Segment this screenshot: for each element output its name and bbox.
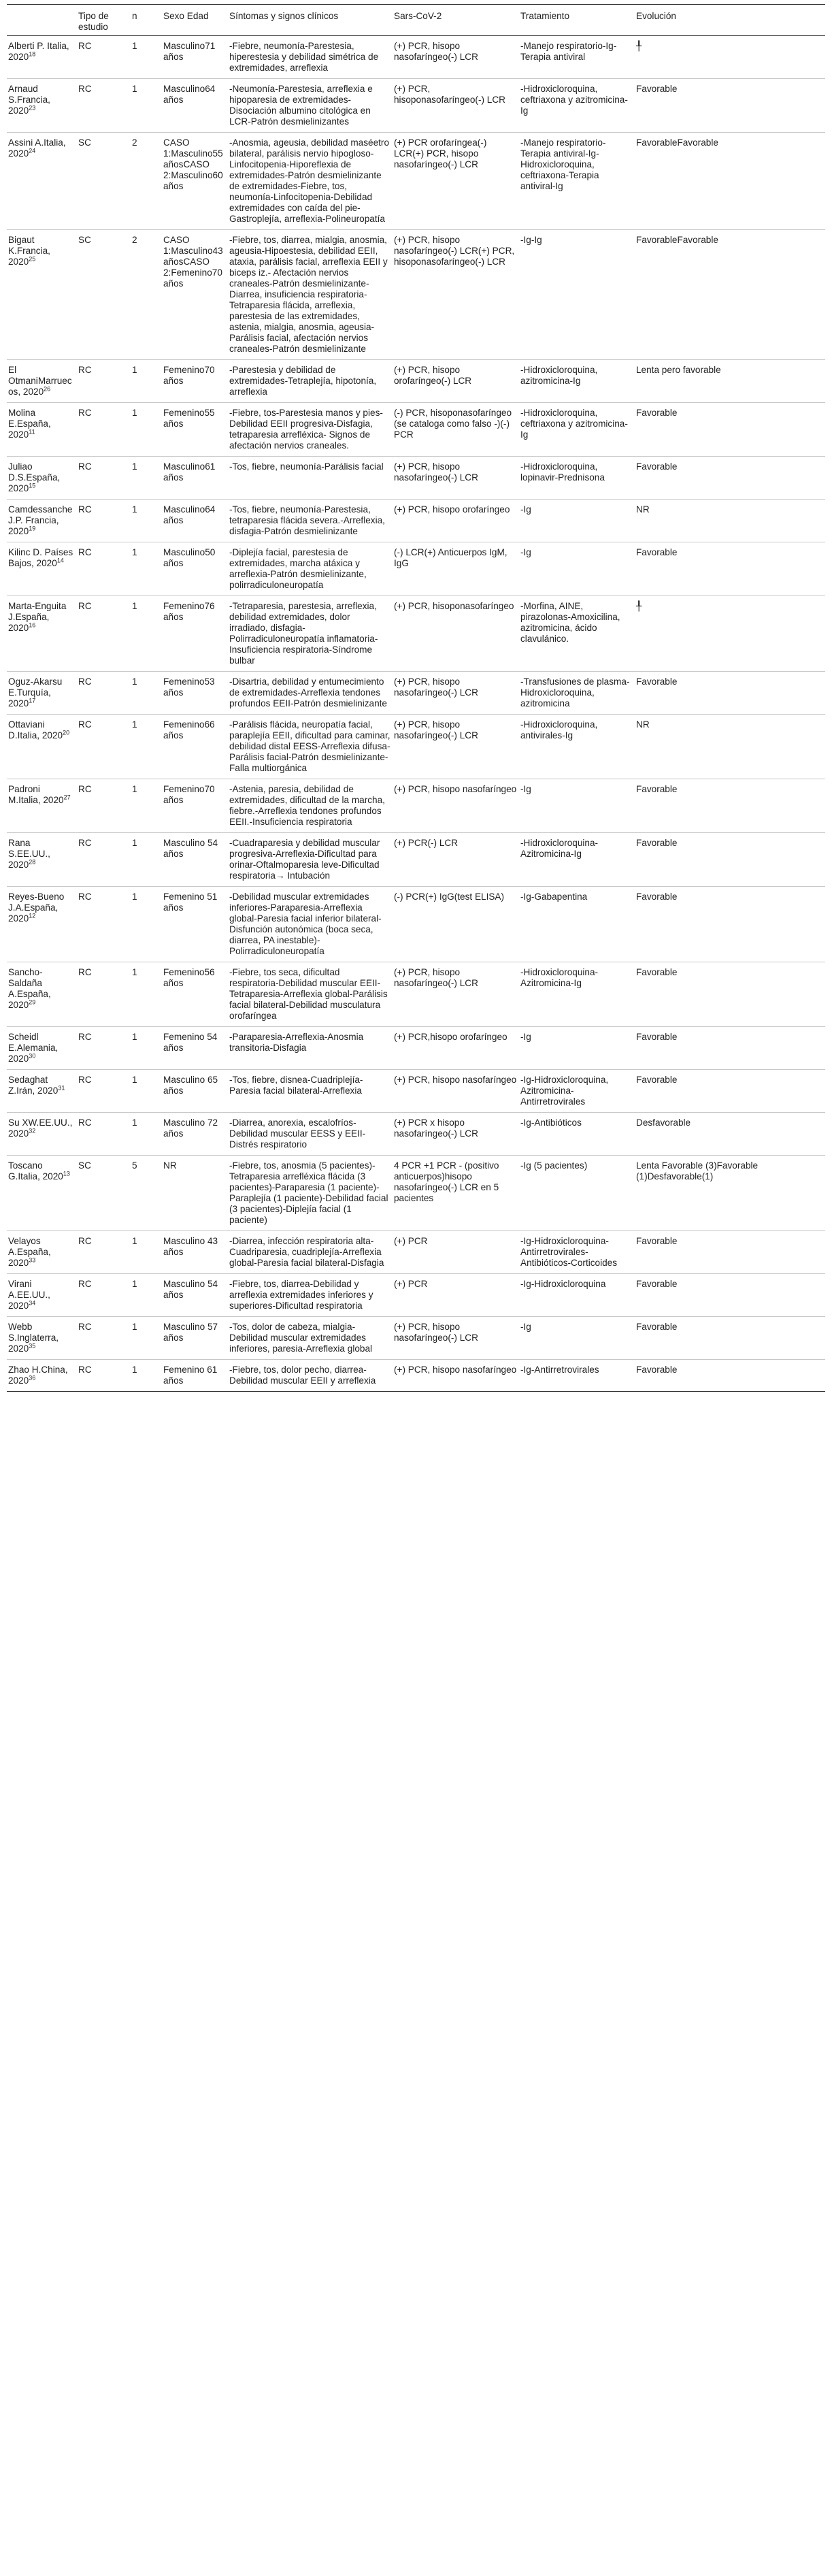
treatment-cell: -Ig-Ig	[520, 235, 542, 245]
reference-number: 28	[29, 858, 36, 866]
table-row	[7, 457, 825, 500]
table-row	[7, 500, 825, 542]
study-type-cell: RC	[78, 892, 92, 902]
case-report-table	[7, 4, 825, 1392]
reference-number: 27	[63, 794, 71, 801]
symptoms-cell: -Tos, dolor de cabeza, mialgia-Debilidad muscular extremidades inferiores, paresia-Arreflexia global	[229, 1322, 373, 1354]
author-text: Juliao D.S.España, 2020	[8, 461, 61, 493]
treatment-cell: -Ig	[520, 1032, 531, 1042]
symptoms-cell: -Tos, fiebre, disnea-Cuadriplejía-Paresia facial bilateral-Arreflexia	[229, 1075, 363, 1096]
study-type-cell: RC	[78, 601, 92, 611]
treatment-cell: -Hidroxicloroquina, azitromicina-Ig	[520, 365, 598, 386]
sex-age-cell: Femenino 61 años	[163, 1365, 218, 1386]
sex-age-cell: CASO 1:Masculino55 añosCASO 2:Masculino60 años	[163, 137, 223, 191]
author-text: Velayos A.España, 2020	[8, 1236, 51, 1268]
treatment-cell: -Manejo respiratorio-Terapia antiviral-Ig-Hidroxicloroquina, ceftriaxona-Terapia antiviral-Ig	[520, 137, 606, 191]
symptoms-cell: -Fiebre, tos, diarrea-Debilidad y arreflexia extremidades inferiores y superiores-Dificultad respiratoria	[229, 1279, 373, 1311]
symptoms-cell: -Fiebre, tos, anosmia (5 pacientes)-Tetraparesia arrefléxica flácida (3 pacientes)-Paraparesia (1 paciente)-Paraplejía (1 paciente)-Debilidad facial (3 pacientes)-Diplejía facial (1 paciente)	[229, 1160, 388, 1225]
reference-number: 36	[29, 1374, 36, 1382]
symptoms-cell: -Anosmia, ageusia, debilidad maséetro bilateral, parálisis nervio hipogloso-Linfocitopenia-Hiporeflexia de extremidades-Patrón desmielinizante de extremidades-Fiebre, tos, neumonía-Linfocitopenia-Debilidad extremidades con caída del pie-Gastroplejía, arreflexia-Polineuropatía	[229, 137, 390, 224]
treatment-cell: -Hidroxicloroquina, antivirales-Ig	[520, 719, 598, 740]
sars-cov2-cell: (+) PCR(-) LCR	[394, 838, 459, 848]
study-type-cell: RC	[78, 1279, 92, 1289]
evolution-cell: NR	[636, 504, 650, 515]
sars-cov2-cell: (-) LCR(+) Anticuerpos IgM, IgG	[394, 547, 507, 568]
evolution-cell: Favorable	[636, 547, 678, 557]
n-cell: 1	[132, 1279, 137, 1289]
reference-number: 35	[29, 1342, 36, 1350]
evolution-cell: Favorable	[636, 1075, 678, 1085]
symptoms-cell: -Fiebre, tos, dolor pecho, diarrea-Debilidad muscular EEII y arreflexia	[229, 1365, 376, 1386]
author-text: Sedaghat Z.Irán, 2020	[8, 1075, 59, 1096]
author-cell	[7, 1070, 77, 1113]
reference-number: 14	[56, 557, 64, 564]
reference-number: 16	[29, 621, 36, 629]
table-row	[7, 1027, 825, 1070]
author-cell	[7, 457, 77, 500]
n-cell: 1	[132, 1075, 137, 1085]
evolution-cell: Favorable	[636, 1032, 678, 1042]
author-text: Virani A.EE.UU., 2020	[8, 1279, 50, 1311]
table-row	[7, 36, 825, 79]
study-type-cell: RC	[78, 719, 92, 730]
sars-cov2-cell: (+) PCR orofaríngea(-) LCR(+) PCR, hisopo nasofaríngeo(-) LCR	[394, 137, 487, 169]
sex-age-cell: Femenino70 años	[163, 784, 215, 805]
symptoms-cell: -Diarrea, infección respiratoria alta-Cuadriparesia, cuadriplejía-Arreflexia global-Paresia facial bilateral-Disfagia	[229, 1236, 384, 1268]
author-cell	[7, 1027, 77, 1070]
evolution-cell: Lenta pero favorable	[636, 365, 721, 375]
sars-cov2-cell: (-) PCR(+) IgG(test ELISA)	[394, 892, 505, 902]
symptoms-cell: -Paraparesia-Arreflexia-Anosmia transitoria-Disfagia	[229, 1032, 364, 1053]
evolution-cell: Favorable	[636, 1365, 678, 1375]
author-text: Zhao H.China, 2020	[8, 1365, 68, 1386]
evolution-cell: Favorable	[636, 84, 678, 94]
study-type-cell: RC	[78, 408, 92, 418]
evolution-cell: ╀	[636, 41, 642, 51]
reference-number: 20	[63, 729, 70, 736]
evolution-cell: Favorable	[636, 1236, 678, 1246]
n-cell: 1	[132, 784, 137, 794]
author-cell	[7, 962, 77, 1027]
sex-age-cell: Masculino 72 años	[163, 1118, 218, 1139]
reference-number: 15	[29, 482, 36, 489]
sars-cov2-cell: (+) PCR, hisoponasofaríngeo	[394, 601, 514, 611]
sex-age-cell: Masculino 54 años	[163, 838, 218, 859]
author-cell	[7, 1231, 77, 1274]
author-text: Webb S.Inglaterra, 2020	[8, 1322, 59, 1354]
header-cell: Tratamiento	[519, 5, 635, 36]
study-type-cell: RC	[78, 838, 92, 848]
sex-age-cell: CASO 1:Masculino43 añosCASO 2:Femenino70 años	[163, 235, 223, 289]
reference-number: 12	[29, 912, 36, 919]
sars-cov2-cell: (+) PCR, hisoponasofaríngeo(-) LCR	[394, 84, 505, 105]
sex-age-cell: Femenino 51 años	[163, 892, 218, 913]
sars-cov2-cell: (+) PCR	[394, 1279, 428, 1289]
header-cell: Síntomas y signos clínicos	[228, 5, 393, 36]
n-cell: 1	[132, 676, 137, 687]
reference-number: 24	[29, 147, 36, 154]
evolution-cell: FavorableFavorable	[636, 235, 718, 245]
study-type-cell: RC	[78, 461, 92, 472]
reference-number: 29	[29, 998, 36, 1006]
symptoms-cell: -Debilidad muscular extremidades inferiores-Paraparesia-Arreflexia global-Paresia facial inferior bilateral-Disfunción autonómica (boca seca, diarrea, PA inestable)-Polirradiculoneuropatía	[229, 892, 382, 956]
author-cell	[7, 230, 77, 360]
treatment-cell: -Hidroxicloroquina, ceftriaxona y azitromicina- Ig	[520, 84, 628, 116]
sars-cov2-cell: (+) PCR,hisopo orofaríngeo	[394, 1032, 507, 1042]
symptoms-cell: -Neumonía-Parestesia, arreflexia e hipoparesia de extremidades-Disociación albumino citológica en LCR-Patrón desmielinizantes	[229, 84, 373, 127]
symptoms-cell: -Tos, fiebre, neumonía-Parálisis facial	[229, 461, 384, 472]
n-cell: 1	[132, 41, 137, 51]
study-type-cell: RC	[78, 676, 92, 687]
sex-age-cell: Femenino70 años	[163, 365, 215, 386]
symptoms-cell: -Diplejía facial, parestesia de extremidades, marcha atáxica y arreflexia-Patrón desmielinizante, polirradiculoneuropatía	[229, 547, 367, 590]
treatment-cell: -Transfusiones de plasma-Hidroxicloroquina, azitromicina	[520, 676, 630, 708]
author-cell	[7, 715, 77, 779]
header-cell: Evolución	[635, 5, 825, 36]
evolution-cell: Favorable	[636, 838, 678, 848]
symptoms-cell: -Parestesia y debilidad de extremidades-Tetraplejía, hipotonía, arreflexia	[229, 365, 377, 397]
treatment-cell: -Hidroxicloroquina, lopinavir-Prednisona	[520, 461, 605, 483]
table-row	[7, 962, 825, 1027]
sars-cov2-cell: (+) PCR, hisopo nasofaríngeo	[394, 1365, 517, 1375]
table-row	[7, 1231, 825, 1274]
author-text: Padroni M.Italia, 2020	[8, 784, 64, 805]
treatment-cell: -Ig	[520, 1322, 531, 1332]
evolution-cell: Favorable	[636, 892, 678, 902]
sars-cov2-cell: (+) PCR, hisopo nasofaríngeo(-) LCR	[394, 41, 478, 62]
sars-cov2-cell: (+) PCR, hisopo nasofaríngeo(-) LCR	[394, 719, 478, 740]
table-row	[7, 542, 825, 596]
sex-age-cell: Masculino64 años	[163, 84, 216, 105]
n-cell: 1	[132, 1236, 137, 1246]
table-row	[7, 1156, 825, 1231]
study-type-cell: RC	[78, 967, 92, 977]
n-cell: 1	[132, 1032, 137, 1042]
n-cell: 1	[132, 1118, 137, 1128]
n-cell: 1	[132, 1322, 137, 1332]
treatment-cell: -Morfina, AINE, pirazolonas-Amoxicilina, azitromicina, ácido clavulánico.	[520, 601, 620, 644]
sars-cov2-cell: (+) PCR, hisopo orofaríngeo(-) LCR	[394, 365, 472, 386]
evolution-cell: Favorable	[636, 408, 678, 418]
reference-number: 30	[29, 1052, 36, 1060]
sex-age-cell: Masculino 57 años	[163, 1322, 218, 1343]
sex-age-cell: Femenino53 años	[163, 676, 215, 698]
header-cell: Tipo de estudio	[77, 5, 131, 36]
table-row	[7, 230, 825, 360]
symptoms-cell: -Parálisis flácida, neuropatía facial, paraplejía EEII, dificultad para caminar, debilidad distal EESS-Arreflexia difusa-Parálisis facial-Patrón desmielinizante-Falla multiorgánica	[229, 719, 390, 773]
symptoms-cell: -Disartria, debilidad y entumecimiento de extremidades-Arreflexia tendones profundos EEII-Patrón desmielinizante	[229, 676, 387, 708]
author-cell	[7, 1317, 77, 1360]
author-text: Alberti P. Italia, 2020	[8, 41, 69, 62]
author-cell	[7, 779, 77, 833]
reference-number: 32	[29, 1127, 36, 1135]
treatment-cell: -Ig (5 pacientes)	[520, 1160, 588, 1171]
header-cell: Sexo Edad	[162, 5, 228, 36]
sars-cov2-cell: (+) PCR, hisopo nasofaríngeo(-) LCR	[394, 967, 478, 988]
reference-number: 11	[29, 428, 35, 436]
author-cell	[7, 1360, 77, 1392]
sars-cov2-cell: (+) PCR	[394, 1236, 428, 1246]
symptoms-cell: -Cuadraparesia y debilidad muscular progresiva-Arreflexia-Dificultad para orinar-Oftalmoparesia leve-Dificultad respiratoria→ Intubación	[229, 838, 380, 881]
sex-age-cell: Masculino64 años	[163, 504, 216, 525]
n-cell: 1	[132, 1365, 137, 1375]
header-cell: n	[131, 5, 162, 36]
study-type-cell: RC	[78, 365, 92, 375]
table-row	[7, 79, 825, 133]
treatment-cell: -Hidroxicloroquina-Azitromicina-Ig	[520, 967, 599, 988]
treatment-cell: -Ig-Hidroxicloroquina	[520, 1279, 606, 1289]
sex-age-cell: Masculino 65 años	[163, 1075, 218, 1096]
table-row	[7, 403, 825, 457]
author-cell	[7, 542, 77, 596]
author-text: Kilinc D. Países Bajos, 2020	[8, 547, 73, 568]
author-text: Molina E.España, 2020	[8, 408, 51, 440]
table-row	[7, 360, 825, 403]
reference-number: 34	[29, 1299, 36, 1307]
table-row	[7, 1317, 825, 1360]
author-text: Camdessanche J.P. Francia, 2020	[8, 504, 73, 536]
author-text: Sancho-Saldaña A.España, 2020	[8, 967, 51, 1010]
sex-age-cell: Femenino55 años	[163, 408, 215, 429]
evolution-cell: Desfavorable	[636, 1118, 691, 1128]
study-type-cell: RC	[78, 41, 92, 51]
study-type-cell: SC	[78, 1160, 91, 1171]
n-cell: 1	[132, 84, 137, 94]
study-type-cell: RC	[78, 784, 92, 794]
author-cell	[7, 887, 77, 962]
n-cell: 1	[132, 892, 137, 902]
n-cell: 2	[132, 235, 137, 245]
sars-cov2-cell: (+) PCR, hisopo nasofaríngeo(-) LCR	[394, 676, 478, 698]
table-row	[7, 133, 825, 230]
table-row	[7, 887, 825, 962]
author-cell	[7, 500, 77, 542]
sex-age-cell: Femenino 54 años	[163, 1032, 218, 1053]
reference-number: 17	[29, 697, 36, 704]
evolution-cell: Favorable	[636, 676, 678, 687]
author-cell	[7, 1156, 77, 1231]
author-text: Toscano G.Italia, 2020	[8, 1160, 63, 1181]
treatment-cell: -Ig	[520, 784, 531, 794]
study-type-cell: RC	[78, 1118, 92, 1128]
sex-age-cell: Femenino66 años	[163, 719, 215, 740]
header-cell	[7, 5, 77, 36]
reference-number: 13	[63, 1170, 70, 1177]
reference-number: 33	[29, 1256, 36, 1264]
sars-cov2-cell: 4 PCR +1 PCR - (positivo anticuerpos)hisopo nasofaríngeo(-) LCR en 5 pacientes	[394, 1160, 499, 1203]
author-cell	[7, 672, 77, 715]
treatment-cell: -Manejo respiratorio-Ig-Terapia antiviral	[520, 41, 617, 62]
n-cell: 1	[132, 601, 137, 611]
evolution-cell: Favorable	[636, 1322, 678, 1332]
table-row	[7, 833, 825, 887]
treatment-cell: -Hidroxicloroquina, ceftriaxona y azitromicina- Ig	[520, 408, 628, 440]
n-cell: 1	[132, 838, 137, 848]
study-type-cell: SC	[78, 235, 91, 245]
symptoms-cell: -Fiebre, tos-Parestesia manos y pies-Debilidad EEII progresiva-Disfagia, tetraparesia arrefléxica- Signos de afectación nervios craneales.	[229, 408, 383, 451]
symptoms-cell: -Astenia, paresia, debilidad de extremidades, dificultad de la marcha, fiebre.-Arreflexia tendones profundos EEII.-Insuficiencia respiratoria	[229, 784, 385, 827]
n-cell: 1	[132, 504, 137, 515]
n-cell: 1	[132, 967, 137, 977]
sars-cov2-cell: (+) PCR, hisopo orofaríngeo	[394, 504, 510, 515]
n-cell: 1	[132, 547, 137, 557]
author-text: El OtmaniMarruecos, 2020	[8, 365, 72, 397]
reference-number: 25	[29, 255, 36, 263]
evolution-cell: Favorable	[636, 784, 678, 794]
study-type-cell: RC	[78, 1365, 92, 1375]
author-cell	[7, 36, 77, 79]
evolution-cell: Favorable	[636, 1279, 678, 1289]
author-text: Su XW.EE.UU., 2020	[8, 1118, 73, 1139]
author-text: Ottaviani D.Italia, 2020	[8, 719, 63, 740]
author-text: Reyes-Bueno J.A.España, 2020	[8, 892, 65, 924]
table-row	[7, 672, 825, 715]
evolution-cell: ╀	[636, 601, 642, 611]
reference-number: 26	[44, 385, 51, 393]
study-type-cell: RC	[78, 504, 92, 515]
symptoms-cell: -Tetraparesia, parestesia, arreflexia, debilidad extremidades, dolor irradiado, disfagia-Polirradiculoneuropatía inflamatoria-Insuficiencia respiratoria-Síndrome bulbar	[229, 601, 378, 666]
study-type-cell: RC	[78, 1236, 92, 1246]
evolution-cell: FavorableFavorable	[636, 137, 718, 148]
treatment-cell: -Ig	[520, 547, 531, 557]
study-type-cell: RC	[78, 1032, 92, 1042]
treatment-cell: -Ig-Antibióticos	[520, 1118, 582, 1128]
sars-cov2-cell: (-) PCR, hisoponasofaríngeo (se cataloga como falso -)(-) PCR	[394, 408, 512, 440]
author-text: Rana S.EE.UU., 2020	[8, 838, 50, 870]
author-cell	[7, 403, 77, 457]
symptoms-cell: -Tos, fiebre, neumonía-Parestesia, tetraparesia flácida severa.-Arreflexia, disfagia-Patrón desmielinizante	[229, 504, 385, 536]
sex-age-cell: Femenino56 años	[163, 967, 215, 988]
symptoms-cell: -Fiebre, tos, diarrea, mialgia, anosmia, ageusia-Hipoestesia, debilidad EEII, ataxia, parálisis facial, arreflexia EEII y biceps iz.- Afectación nervios craneales-Patrón desmielinizante-Diarrea, insuficiencia respiratoria-Tetraparesia flácida, arreflexia, parestesia de las extremidades, astenia, mialgia, anosmia, ageusia-Parálisis facial, afectación nervios craneales-Patrón desmielinizante	[229, 235, 388, 354]
n-cell: 1	[132, 365, 137, 375]
treatment-cell: -Ig-Gabapentina	[520, 892, 588, 902]
author-text: Arnaud S.Francia, 2020	[8, 84, 50, 116]
author-text: Assini A.Italia, 2020	[8, 137, 66, 159]
symptoms-cell: -Fiebre, neumonía-Parestesia, hiperestesia y debilidad simétrica de extremidades, arreflexia	[229, 41, 379, 73]
reference-number: 19	[29, 525, 36, 532]
author-text: Marta-Enguita J.España, 2020	[8, 601, 67, 633]
study-type-cell: RC	[78, 84, 92, 94]
n-cell: 1	[132, 461, 137, 472]
sex-age-cell: Masculino71 años	[163, 41, 216, 62]
table-row	[7, 1360, 825, 1392]
author-text: Oguz-Akarsu E.Turquía, 2020	[8, 676, 63, 708]
symptoms-cell: -Fiebre, tos seca, dificultad respiratoria-Debilidad muscular EEII-Tetraparesia-Arreflexia global-Parálisis facial bilateral-Debilidad musculatura orofaríngea	[229, 967, 388, 1021]
treatment-cell: -Ig-Hidroxicloroquina-Antirretrovirales-Antibióticos-Corticoides	[520, 1236, 618, 1268]
table-header-row	[7, 5, 825, 36]
evolution-cell: Favorable	[636, 461, 678, 472]
study-type-cell: RC	[78, 1322, 92, 1332]
reference-number: 18	[29, 50, 36, 58]
n-cell: 1	[132, 408, 137, 418]
author-cell	[7, 360, 77, 403]
study-type-cell: RC	[78, 1075, 92, 1085]
author-text: Scheidl E.Alemania, 2020	[8, 1032, 59, 1064]
sex-age-cell: NR	[163, 1160, 177, 1171]
sars-cov2-cell: (+) PCR, hisopo nasofaríngeo(-) LCR(+) PCR, hisoponasofaríngeo(-) LCR	[394, 235, 515, 267]
n-cell: 1	[132, 719, 137, 730]
header-cell: Sars-CoV-2	[393, 5, 519, 36]
sars-cov2-cell: (+) PCR, hisopo nasofaríngeo(-) LCR	[394, 1322, 478, 1343]
sex-age-cell: Masculino 54 años	[163, 1279, 218, 1300]
table-row	[7, 1274, 825, 1317]
study-type-cell: SC	[78, 137, 91, 148]
sex-age-cell: Masculino50 años	[163, 547, 216, 568]
author-cell	[7, 1274, 77, 1317]
n-cell: 5	[132, 1160, 137, 1171]
author-cell	[7, 833, 77, 887]
author-cell	[7, 1113, 77, 1156]
table-row	[7, 1070, 825, 1113]
author-text: Bigaut K.Francia, 2020	[8, 235, 50, 267]
sex-age-cell: Masculino61 años	[163, 461, 216, 483]
table-body	[7, 36, 825, 1392]
evolution-cell: NR	[636, 719, 650, 730]
treatment-cell: -Ig-Antirretrovirales	[520, 1365, 599, 1375]
sex-age-cell: Masculino 43 años	[163, 1236, 218, 1257]
table-row	[7, 1113, 825, 1156]
treatment-cell: -Ig-Hidroxicloroquina, Azitromicina-Antirretrovirales	[520, 1075, 609, 1107]
sars-cov2-cell: (+) PCR x hisopo nasofaríngeo(-) LCR	[394, 1118, 478, 1139]
sars-cov2-cell: (+) PCR, hisopo nasofaríngeo	[394, 784, 517, 794]
author-cell	[7, 133, 77, 230]
table-row	[7, 596, 825, 672]
symptoms-cell: -Diarrea, anorexia, escalofríos- Debilidad muscular EESS y EEII-Distrés respiratorio	[229, 1118, 366, 1150]
evolution-cell: Favorable	[636, 967, 678, 977]
reference-number: 31	[58, 1084, 65, 1092]
sars-cov2-cell: (+) PCR, hisopo nasofaríngeo(-) LCR	[394, 461, 478, 483]
treatment-cell: -Ig	[520, 504, 531, 515]
evolution-cell: Lenta Favorable (3)Favorable (1)Desfavorable(1)	[636, 1160, 759, 1181]
reference-number: 23	[29, 104, 36, 112]
author-cell	[7, 596, 77, 672]
table-row	[7, 715, 825, 779]
treatment-cell: -Hidroxicloroquina-Azitromicina-Ig	[520, 838, 599, 859]
table-row	[7, 779, 825, 833]
sars-cov2-cell: (+) PCR, hisopo nasofaríngeo	[394, 1075, 517, 1085]
author-cell	[7, 79, 77, 133]
sex-age-cell: Femenino76 años	[163, 601, 215, 622]
n-cell: 2	[132, 137, 137, 148]
study-type-cell: RC	[78, 547, 92, 557]
